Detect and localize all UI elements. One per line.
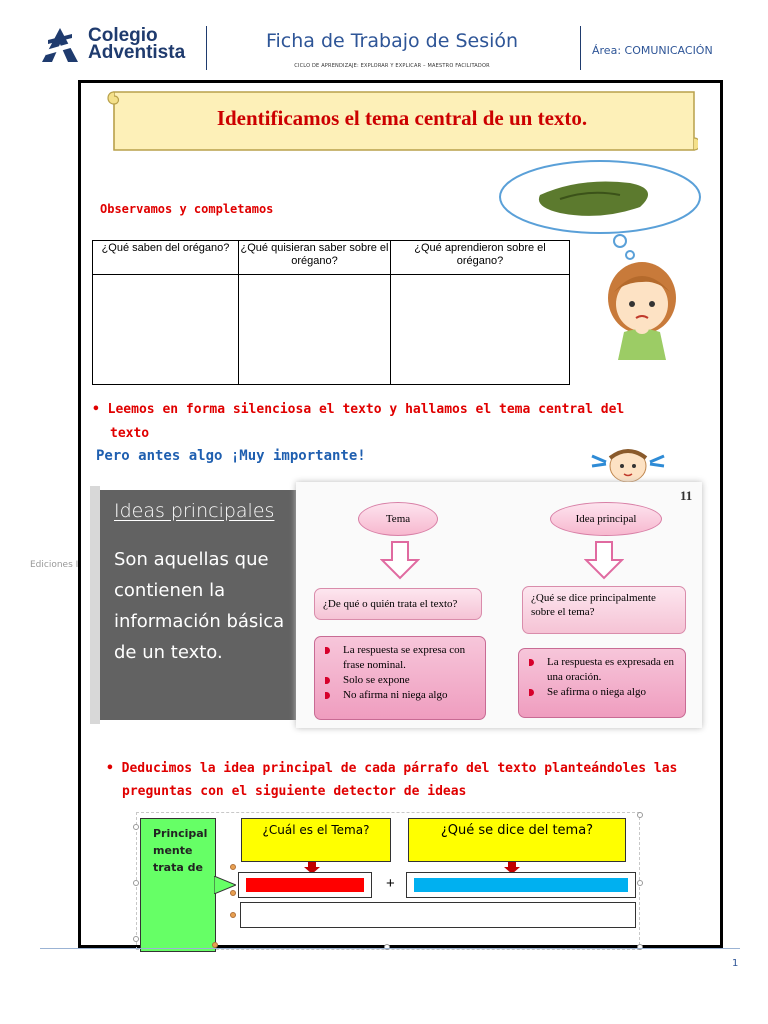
resize-handle[interactable] <box>384 944 390 950</box>
instruction-bullet-continuation: preguntas con el siguiente detector de ideas <box>122 784 467 799</box>
idea-principal-label: Idea principal <box>550 502 662 536</box>
arrow-down-icon <box>584 540 624 580</box>
section-heading-observamos: Observamos y completamos <box>100 202 274 216</box>
adjust-handle[interactable] <box>230 890 236 896</box>
instruction-bullet-continuation: texto <box>110 426 150 441</box>
resize-handle[interactable] <box>637 944 643 950</box>
instruction-bullet: • Leemos en forma silenciosa el texto y hallamos el tema central del <box>92 402 625 417</box>
page-number: 1 <box>732 958 739 969</box>
kwl-answer-cell[interactable] <box>93 275 239 385</box>
panel-page-marker: 11 <box>680 488 693 503</box>
board-shadow <box>90 486 100 724</box>
kwl-header: ¿Qué aprendieron sobre el orégano? <box>391 241 570 275</box>
instruction-bullet: • Deducimos la idea principal de cada párrafo del texto planteándoles las <box>106 761 678 776</box>
dice-question-box-yellow: ¿Qué se dice del tema? <box>408 818 626 862</box>
tema-answer-box <box>314 636 486 720</box>
tema-label: Tema <box>358 502 438 536</box>
idea-point: Se afirma o niega algo <box>527 685 677 700</box>
dice-blue-bar <box>414 878 628 892</box>
bullet-dot-icon: • <box>92 402 108 417</box>
tema-question-box-yellow: ¿Cuál es el Tema? <box>241 818 391 862</box>
kwl-answer-cell[interactable] <box>391 275 570 385</box>
resize-handle[interactable] <box>637 880 643 886</box>
side-note: Ediciones I <box>30 560 79 570</box>
resize-handle[interactable] <box>637 812 643 818</box>
tema-point: Solo se expone <box>323 673 477 688</box>
important-note: Pero antes algo ¡Muy importante! <box>96 448 366 464</box>
page-subtitle: CICLO DE APRENDIZAJE: EXPLORAR Y EXPLICAR – MAESTRO FACILITADOR <box>294 63 490 69</box>
kwl-answer-cell[interactable] <box>239 275 391 385</box>
tema-point: No afirma ni niega algo <box>323 688 477 703</box>
area-label: Área: COMUNICACIÓN <box>592 44 713 57</box>
page-title: Ficha de Trabajo de Sesión <box>265 30 519 52</box>
logo-text: Colegio Adventista <box>88 25 186 63</box>
footer-divider <box>40 948 740 949</box>
tema-question-box: ¿De qué o quién trata el texto? <box>314 588 482 620</box>
detector-green-box: Principal mente trata de <box>140 818 216 952</box>
thinking-girl-icon <box>600 252 682 360</box>
tema-red-bar <box>246 878 364 892</box>
idea-point: La respuesta es expresada en una oración. <box>527 655 677 685</box>
arrow-down-icon <box>380 540 420 580</box>
idea-principal-answer-field[interactable] <box>240 902 636 928</box>
resize-handle[interactable] <box>133 936 139 942</box>
idea-answer-box <box>518 648 686 718</box>
resize-handle[interactable] <box>133 880 139 886</box>
lesson-title: Identificamos el tema central de un texto. <box>216 106 588 130</box>
plus-sign: + <box>386 875 395 892</box>
kwl-table <box>92 240 570 385</box>
header-divider <box>580 26 581 70</box>
bullet-dot-icon: • <box>106 761 122 776</box>
kwl-header: ¿Qué saben del orégano? <box>93 241 239 275</box>
board-title: Ideas principales <box>114 500 275 522</box>
kwl-header: ¿Qué quisieran saber sobre el orégano? <box>239 241 391 275</box>
page-header <box>0 0 768 80</box>
resize-handle[interactable] <box>133 824 139 830</box>
header-divider <box>206 26 207 70</box>
adjust-handle[interactable] <box>230 864 236 870</box>
board-body: Son aquellas que contienen la información básica de un texto. <box>114 549 285 663</box>
idea-question-box: ¿Qué se dice principalmente sobre el tema? <box>522 586 686 634</box>
adjust-handle[interactable] <box>230 912 236 918</box>
colegio-adventista-logo-icon <box>42 28 78 62</box>
kid-face-icon <box>588 442 668 484</box>
tema-point: La respuesta se expresa con frase nominal. <box>323 643 477 673</box>
